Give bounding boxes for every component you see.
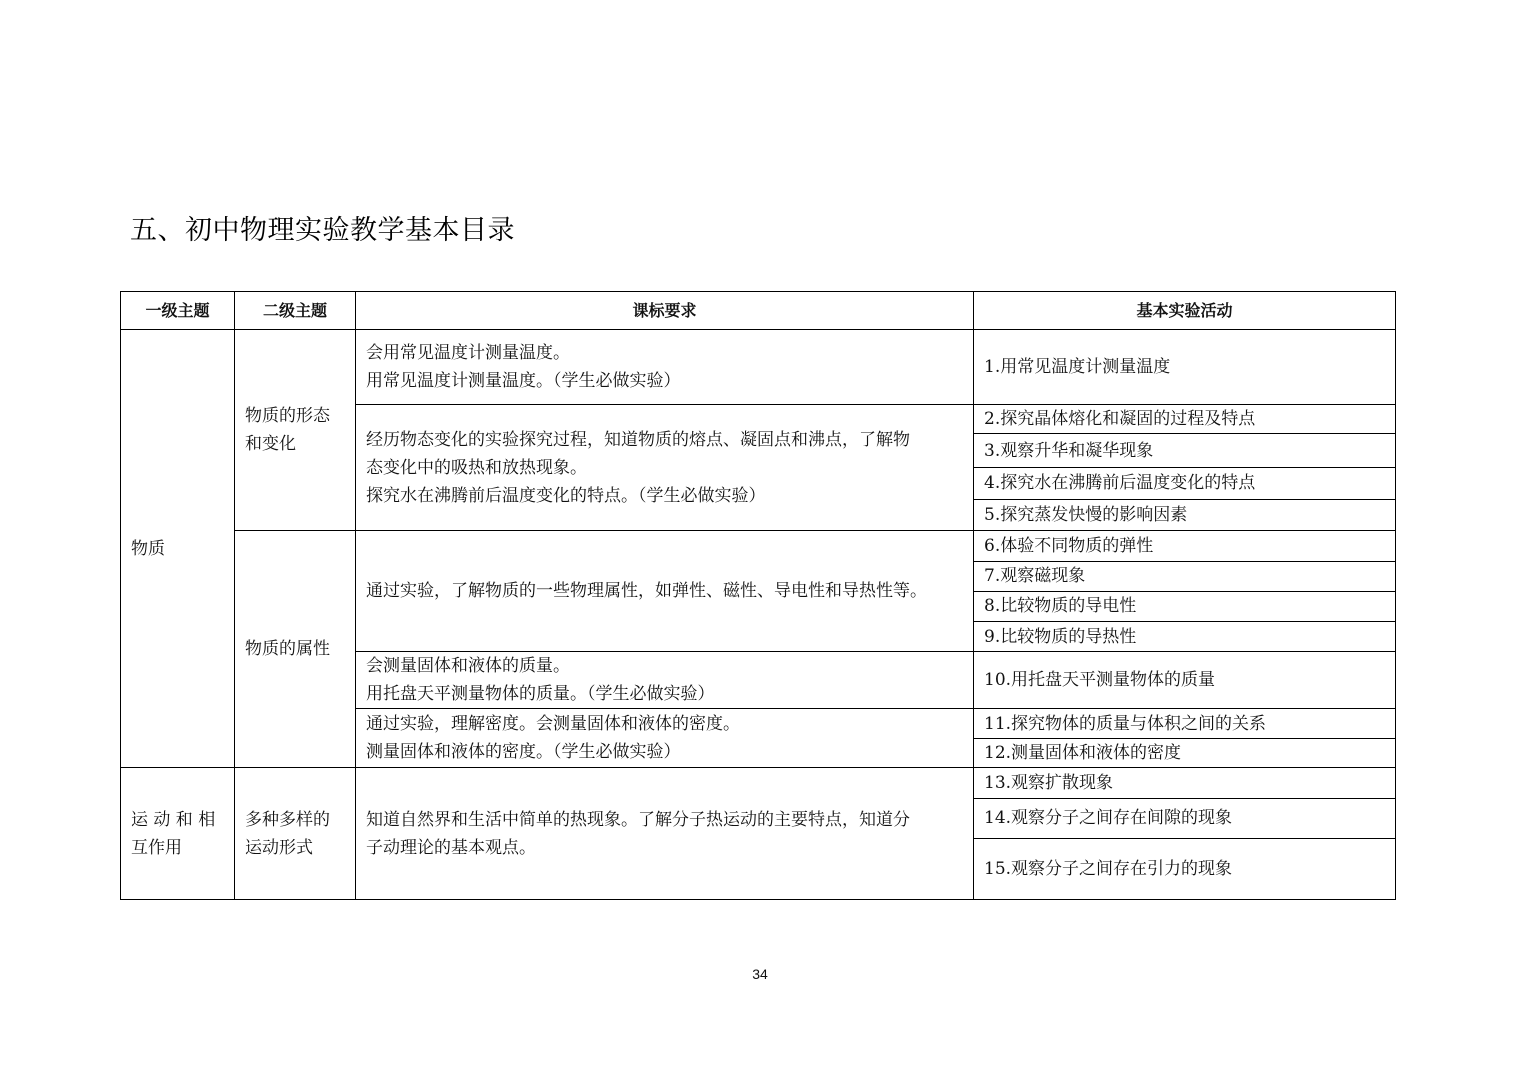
requirement-cell — [356, 405, 974, 530]
activity-cell: 5.探究蒸发快慢的影响因素 — [974, 499, 1396, 530]
activity-cell: 3.观察升华和凝华现象 — [974, 434, 1396, 467]
level1-theme-line: 运 动 和 相 — [131, 809, 216, 830]
level2-theme-cell — [235, 330, 356, 531]
table-row — [121, 768, 1396, 798]
activity-cell: 14.观察分子之间存在间隙的现象 — [974, 798, 1396, 838]
level2-theme-cell — [235, 768, 356, 900]
level1-theme-line: 互作用 — [131, 837, 182, 858]
requirement-cell — [356, 652, 974, 709]
table-row — [121, 330, 1396, 405]
activity-cell: 4.探究水在沸腾前后温度变化的特点 — [974, 467, 1396, 499]
level1-theme-cell — [121, 768, 235, 900]
level2-theme-line: 多种多样的 — [245, 809, 330, 830]
requirement-line: 会测量固体和液体的质量。 — [366, 656, 570, 677]
activity-cell: 12.测量固体和液体的密度 — [974, 739, 1396, 768]
requirement-line: 通过实验，了解物质的一些物理属性，如弹性、磁性、导电性和导热性等。 — [366, 580, 927, 601]
header-level2-theme: 二级主题 — [235, 292, 356, 330]
level1-theme-cell — [121, 330, 235, 768]
requirement-line: 态变化中的吸热和放热现象。 — [366, 457, 587, 478]
requirement-cell — [356, 709, 974, 768]
requirement-line: 知道自然界和生活中简单的热现象。了解分子热运动的主要特点，知道分 — [366, 809, 910, 830]
header-basic-activity: 基本实验活动 — [974, 292, 1396, 330]
requirement-line: 探究水在沸腾前后温度变化的特点。（学生必做实验） — [366, 485, 766, 506]
activity-cell: 10.用托盘天平测量物体的质量 — [974, 652, 1396, 709]
activity-cell: 6.体验不同物质的弹性 — [974, 530, 1396, 561]
header-curriculum-requirement: 课标要求 — [356, 292, 974, 330]
requirement-line: 用托盘天平测量物体的质量。（学生必做实验） — [366, 684, 715, 705]
activity-cell: 1.用常见温度计测量温度 — [974, 330, 1396, 405]
table-header-row — [121, 292, 1396, 330]
requirement-line: 经历物态变化的实验探究过程，知道物质的熔点、凝固点和沸点，了解物 — [366, 429, 910, 450]
requirement-line: 子动理论的基本观点。 — [366, 837, 536, 858]
requirement-cell — [356, 530, 974, 651]
level1-theme-text: 物质 — [131, 538, 165, 559]
activity-cell: 15.观察分子之间存在引力的现象 — [974, 838, 1396, 899]
header-level1-theme: 一级主题 — [121, 292, 235, 330]
table-row — [121, 530, 1396, 561]
activity-cell: 9.比较物质的导热性 — [974, 622, 1396, 652]
requirement-line: 用常见温度计测量温度。（学生必做实验） — [366, 371, 681, 392]
requirement-cell — [356, 768, 974, 900]
requirement-line: 会用常见温度计测量温度。 — [366, 343, 570, 364]
activity-cell: 13.观察扩散现象 — [974, 768, 1396, 798]
activity-cell: 2.探究晶体熔化和凝固的过程及特点 — [974, 405, 1396, 434]
activity-cell: 11.探究物体的质量与体积之间的关系 — [974, 709, 1396, 739]
level2-theme-line: 物质的形态 — [245, 405, 330, 426]
requirement-line: 测量固体和液体的密度。（学生必做实验） — [366, 742, 681, 763]
level2-theme-cell — [235, 530, 356, 768]
activity-cell: 7.观察磁现象 — [974, 561, 1396, 591]
page-title: 五、初中物理实验教学基本目录 — [130, 215, 515, 246]
level2-theme-line: 和变化 — [245, 433, 296, 454]
level2-theme-text: 物质的属性 — [245, 639, 330, 660]
page-number: 34 — [752, 966, 768, 982]
requirement-line: 通过实验，理解密度。会测量固体和液体的密度。 — [366, 714, 740, 735]
level2-theme-line: 运动形式 — [245, 837, 313, 858]
activity-cell: 8.比较物质的导电性 — [974, 591, 1396, 621]
requirement-cell — [356, 330, 974, 405]
experiment-catalog-table — [120, 291, 1396, 900]
